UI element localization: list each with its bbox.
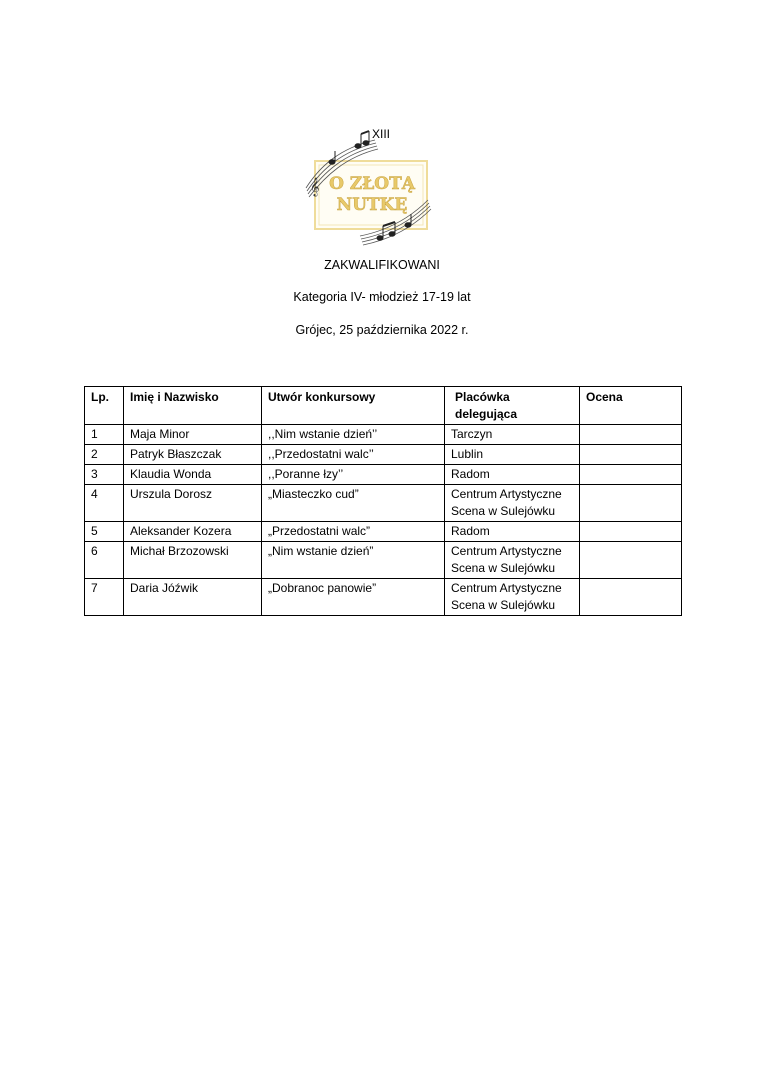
table-row [85,485,682,522]
header-institution-line1: Placówka [455,390,510,404]
table-row [85,445,682,465]
cell-name: Patryk Błaszczak [124,445,262,465]
logo-text-line2: NUTKĘ [336,195,408,215]
cell-name: Aleksander Kozera [124,522,262,542]
cell-institution [445,445,580,465]
cell-name: Urszula Dorosz [124,485,262,522]
header-piece: Utwór konkursowy [262,387,445,425]
cell-name: Michał Brzozowski [124,542,262,579]
cell-institution-line2: Scena w Sulejówku [451,504,556,518]
cell-lp: 1 [85,425,124,445]
cell-institution-line2: Scena w Sulejówku [451,561,556,575]
table-row [85,522,682,542]
cell-grade [580,465,682,485]
cell-piece: ,,Przedostatni walc’’ [262,445,445,465]
cell-institution [445,485,580,522]
table-header-row [85,387,682,425]
cell-lp: 7 [85,579,124,616]
cell-piece: „Miasteczko cud” [262,485,445,522]
table-row [85,542,682,579]
header-institution [445,387,580,425]
cell-lp: 5 [85,522,124,542]
cell-grade [580,542,682,579]
cell-piece: ,,Nim wstanie dzień’’ [262,425,445,445]
svg-text:𝄞: 𝄞 [310,177,320,196]
header-grade: Ocena [580,387,682,425]
table-row [85,425,682,445]
cell-lp: 4 [85,485,124,522]
cell-institution [445,542,580,579]
cell-institution-line2: Scena w Sulejówku [451,598,556,612]
table-row [85,579,682,616]
table-body [85,425,682,616]
cell-piece: „Przedostatni walc” [262,522,445,542]
cell-grade [580,445,682,465]
header-name: Imię i Nazwisko [124,387,262,425]
cell-institution [445,465,580,485]
cell-lp: 6 [85,542,124,579]
cell-institution-line1: Lublin [451,447,484,461]
cell-grade [580,425,682,445]
cell-institution [445,425,580,445]
logo-text-line1: O ZŁOTĄ [329,174,415,194]
cell-name: Daria Jóźwik [124,579,262,616]
cell-institution [445,579,580,616]
category-line: Kategoria IV- młodzież 17-19 lat [293,290,471,304]
cell-institution-line1: Radom [451,524,490,538]
cell-name: Klaudia Wonda [124,465,262,485]
cell-lp: 3 [85,465,124,485]
table-row [85,465,682,485]
cell-piece: ,,Poranne łzy’’ [262,465,445,485]
cell-institution [445,522,580,542]
cell-grade [580,579,682,616]
cell-grade [580,485,682,522]
header-institution-line2: delegująca [455,407,518,421]
cell-lp: 2 [85,445,124,465]
header-lp: Lp. [85,387,124,425]
cell-institution-line1: Centrum Artystyczne [451,487,562,501]
festival-logo [300,126,436,254]
cell-institution-line1: Centrum Artystyczne [451,581,562,595]
cell-piece: „Nim wstanie dzień” [262,542,445,579]
place-date-line: Grójec, 25 października 2022 r. [295,323,469,337]
cell-institution-line1: Radom [451,467,490,481]
cell-name: Maja Minor [124,425,262,445]
document-title: ZAKWALIFIKOWANI [324,258,440,272]
qualified-table [84,386,682,616]
cell-institution-line1: Tarczyn [451,427,493,441]
cell-grade [580,522,682,542]
cell-institution-line1: Centrum Artystyczne [451,544,562,558]
cell-piece: „Dobranoc panowie” [262,579,445,616]
edition-number: XIII [372,127,391,141]
